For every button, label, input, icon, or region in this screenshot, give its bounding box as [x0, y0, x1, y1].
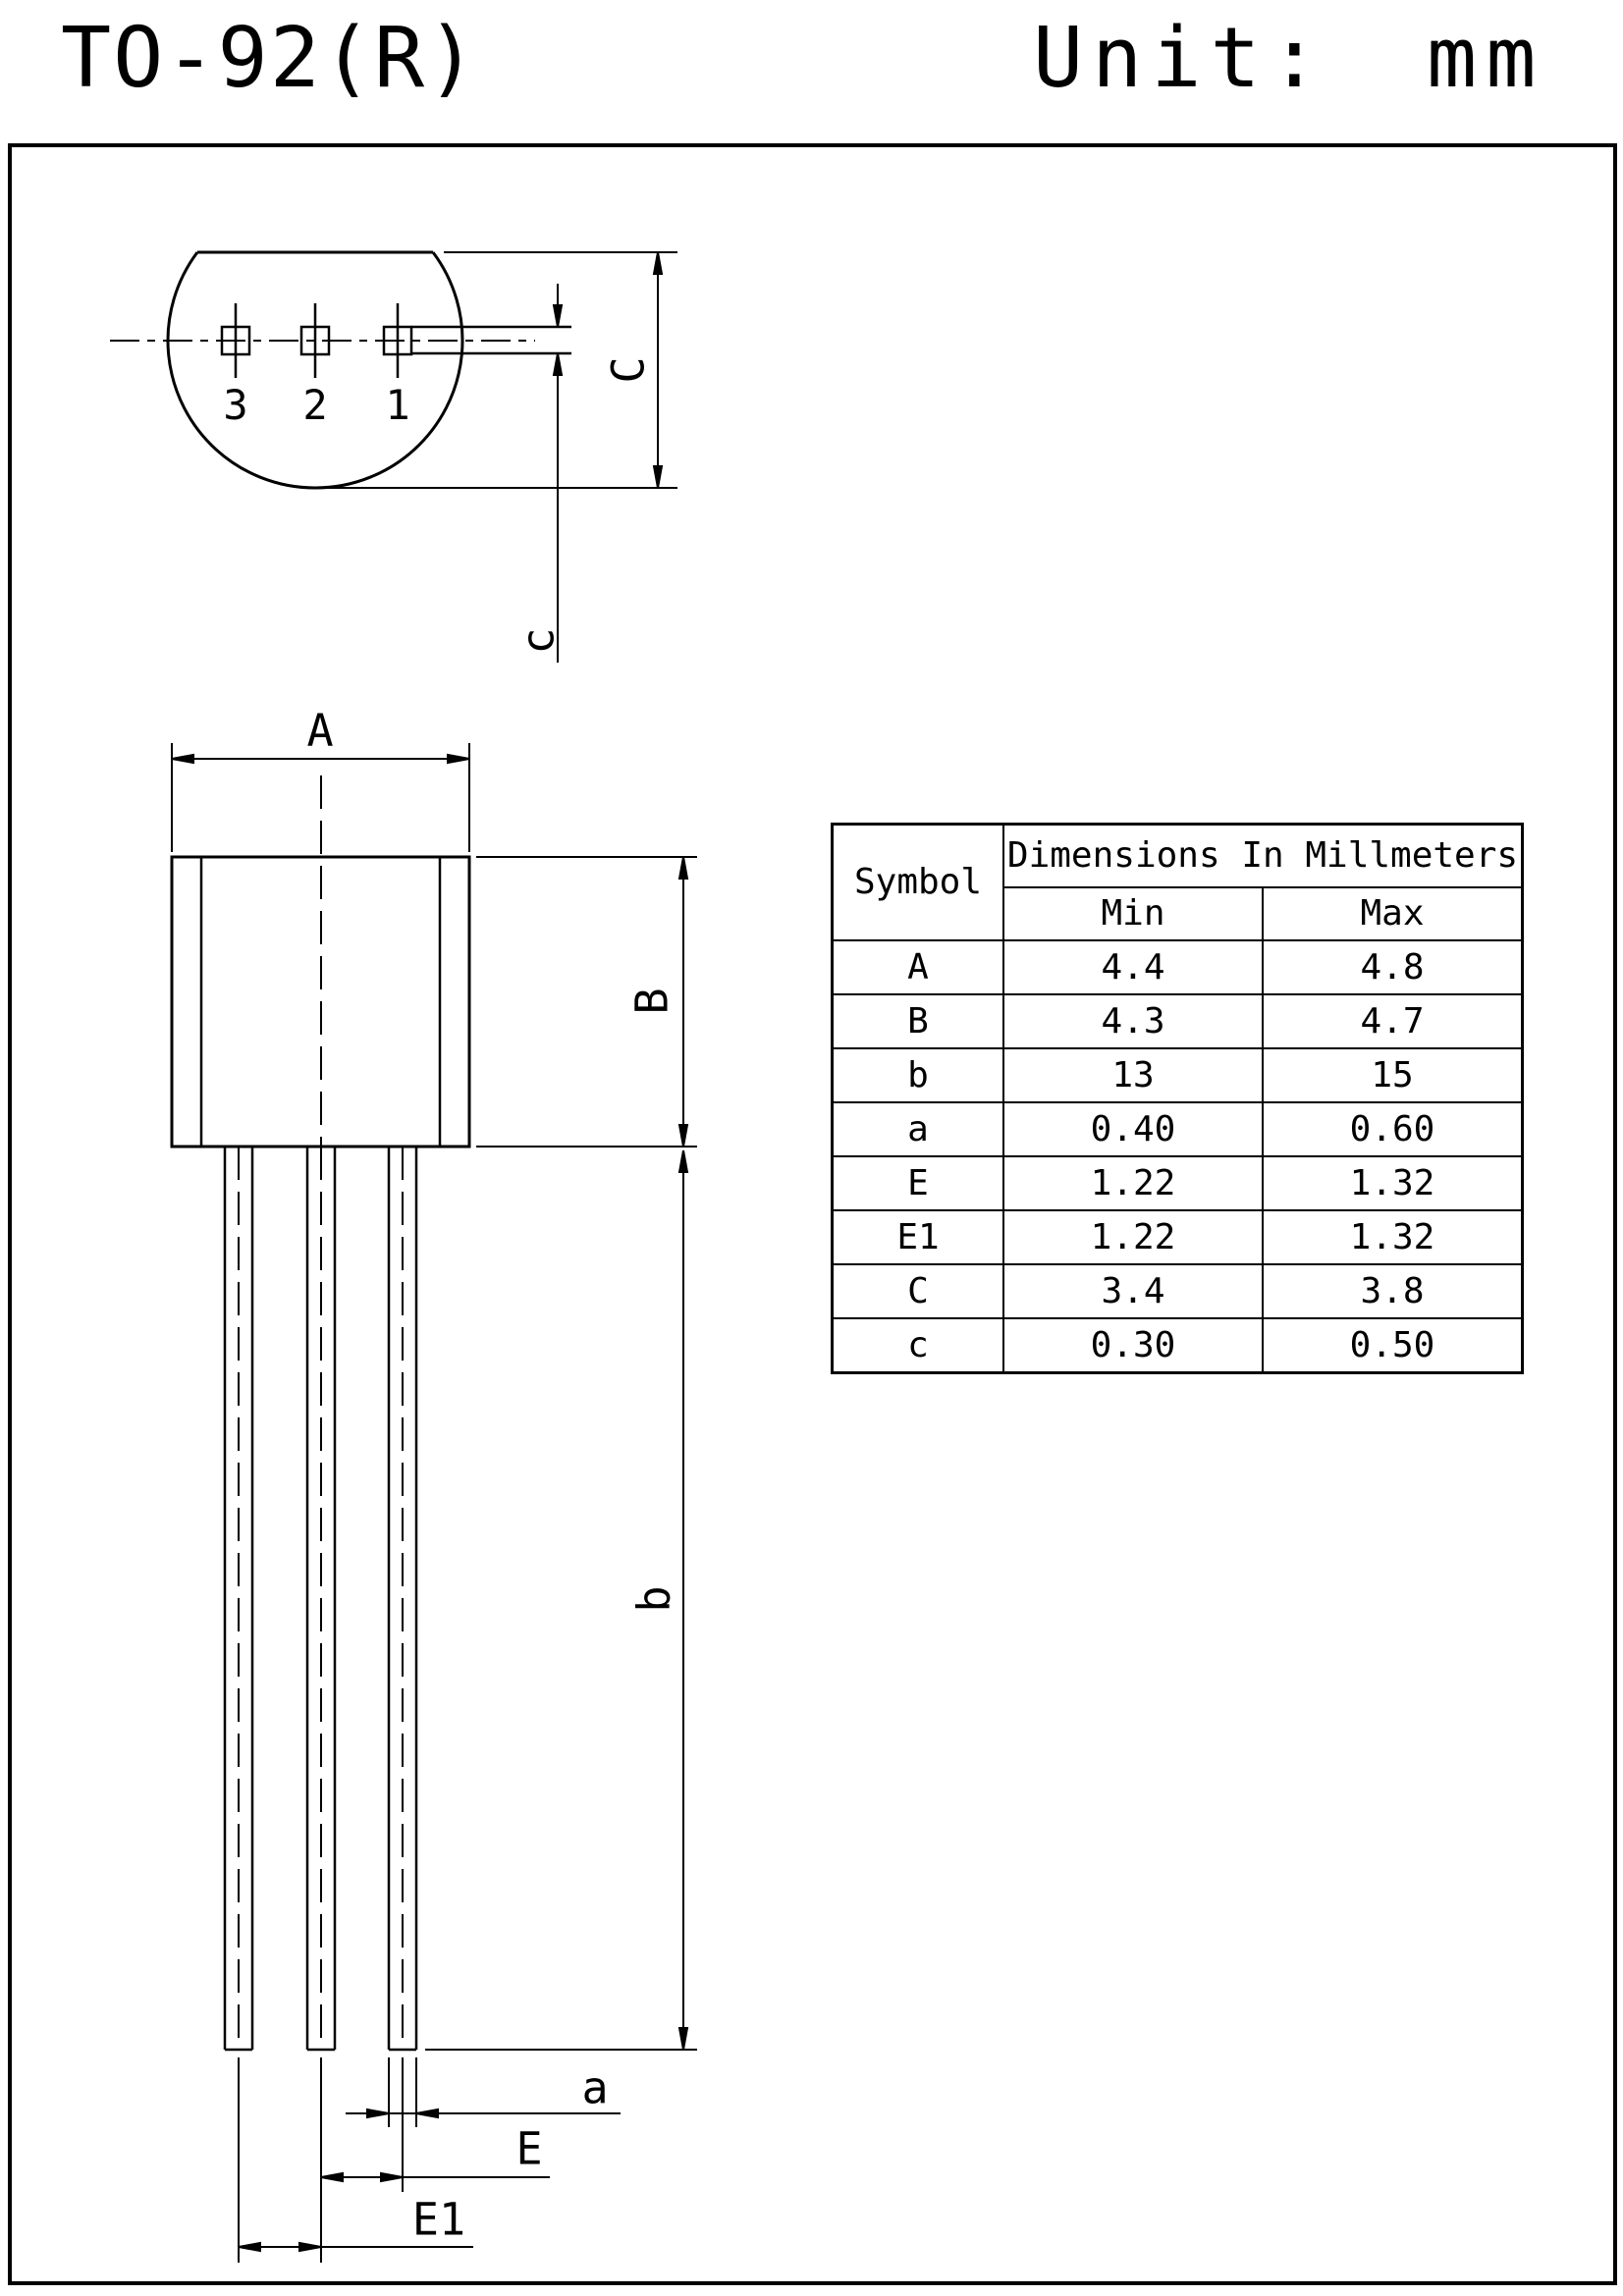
cell-min: 4.4 [1003, 940, 1263, 994]
dim-label-E: E [515, 2122, 543, 2175]
arrowhead [554, 353, 562, 375]
cell-symbol: A [833, 940, 1004, 994]
cell-max: 1.32 [1263, 1156, 1523, 1210]
arrowhead [299, 2243, 321, 2251]
cell-symbol: E [833, 1156, 1004, 1210]
cell-symbol: E1 [833, 1210, 1004, 1264]
arrowhead [679, 1125, 687, 1147]
col-header-symbol: Symbol [833, 825, 1004, 941]
cell-symbol: C [833, 1264, 1004, 1318]
arrowhead [239, 2243, 260, 2251]
arrowhead [679, 857, 687, 879]
table-row [833, 1210, 1523, 1264]
arrowhead [367, 2109, 389, 2117]
cell-max: 15 [1263, 1048, 1523, 1102]
cell-min: 1.22 [1003, 1156, 1263, 1210]
cell-min: 13 [1003, 1048, 1263, 1102]
cell-symbol: c [833, 1318, 1004, 1373]
cell-min: 3.4 [1003, 1264, 1263, 1318]
arrowhead [679, 1150, 687, 1172]
dim-label-c: c [512, 627, 565, 655]
cell-min: 0.40 [1003, 1102, 1263, 1156]
pin-label-1: 1 [385, 381, 410, 429]
dim-c-lines [554, 284, 562, 663]
dim-label-B: B [625, 988, 678, 1015]
cell-min: 1.22 [1003, 1210, 1263, 1264]
table-row [833, 1048, 1523, 1102]
cell-max: 4.8 [1263, 940, 1523, 994]
col-header-max: Max [1263, 887, 1523, 940]
arrowhead [554, 305, 562, 327]
cell-max: 0.50 [1263, 1318, 1523, 1373]
cell-symbol: B [833, 994, 1004, 1048]
table-row [833, 1264, 1523, 1318]
dim-label-b: b [627, 1585, 680, 1613]
unit-label: Unit: mm [1033, 10, 1545, 107]
pin-label-3: 3 [223, 381, 248, 429]
cell-max: 3.8 [1263, 1264, 1523, 1318]
arrowhead [679, 2028, 687, 2050]
arrowhead [381, 2173, 403, 2181]
dim-label-E1: E1 [411, 2193, 466, 2246]
cell-max: 0.60 [1263, 1102, 1523, 1156]
dim-a-lines [346, 2057, 621, 2127]
cell-min: 4.3 [1003, 994, 1263, 1048]
cell-min: 0.30 [1003, 1318, 1263, 1373]
table-row [833, 940, 1523, 994]
col-header-dimensions: Dimensions In Millmeters [1003, 825, 1523, 888]
front-view-leads [225, 1147, 416, 2050]
table-header-row [833, 825, 1523, 888]
table-row [833, 1318, 1523, 1373]
arrowhead [448, 755, 469, 763]
arrowhead [654, 252, 662, 274]
cell-max: 1.32 [1263, 1210, 1523, 1264]
col-header-min: Min [1003, 887, 1263, 940]
arrowhead [416, 2109, 438, 2117]
dim-label-C: C [602, 356, 655, 384]
top-view-pins [222, 303, 411, 378]
arrowhead [172, 755, 193, 763]
dim-label-a: a [581, 2061, 609, 2114]
cell-symbol: b [833, 1048, 1004, 1102]
cell-max: 4.7 [1263, 994, 1523, 1048]
dim-label-A: A [306, 704, 334, 757]
arrowhead [321, 2173, 343, 2181]
table-row [833, 1102, 1523, 1156]
arrowhead [654, 466, 662, 488]
page-title: TO-92(R) [61, 10, 479, 107]
table-row [833, 1156, 1523, 1210]
dimensions-table [831, 823, 1524, 1374]
cell-symbol: a [833, 1102, 1004, 1156]
pin-label-2: 2 [302, 381, 328, 429]
table-row [833, 994, 1523, 1048]
